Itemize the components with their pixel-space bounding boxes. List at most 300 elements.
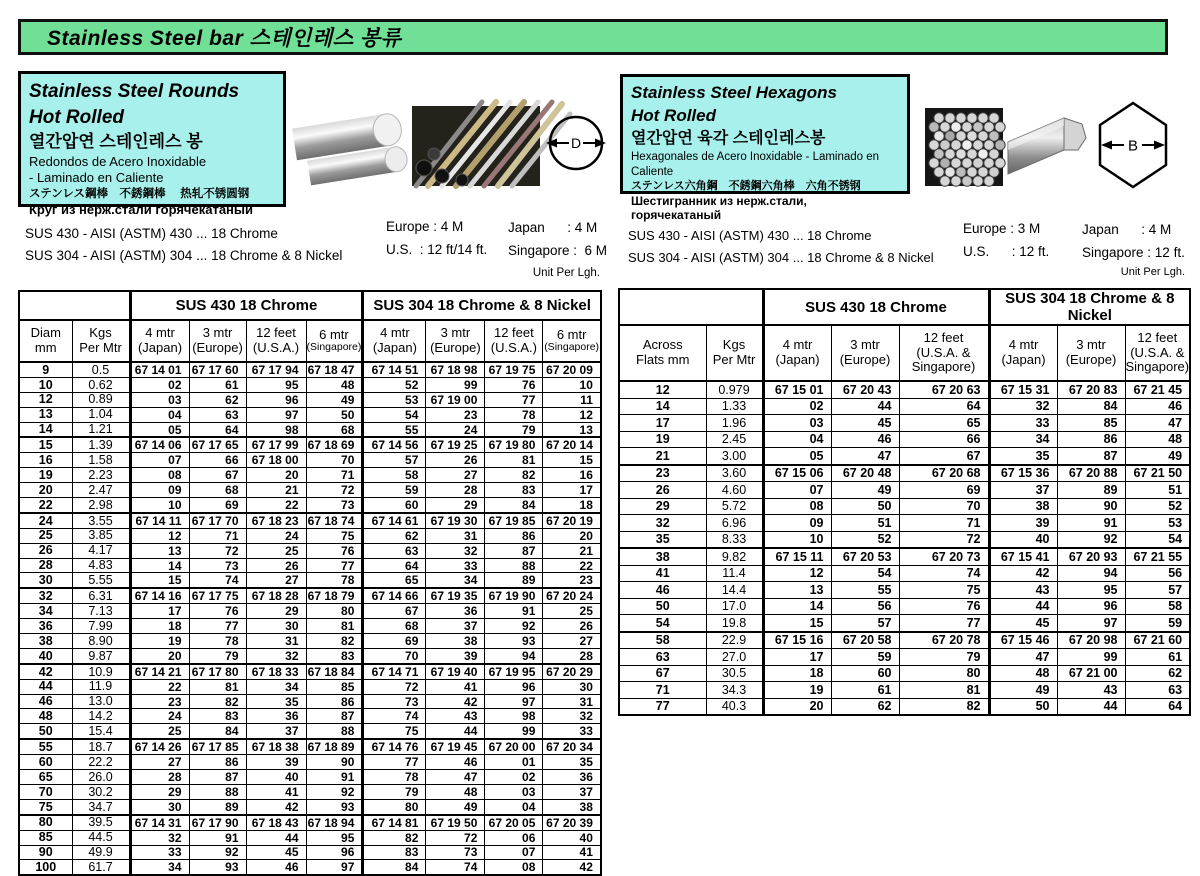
table-cell: 83: [306, 648, 363, 663]
column-header: 4 mtr (Japan): [130, 320, 189, 362]
table-cell: 67 21 60: [1125, 632, 1190, 649]
hexagons-title-korean: 열간압연 육각 스테인레스봉: [631, 129, 826, 147]
hex-bar-photo: [1008, 112, 1090, 182]
column-header: Diam mm: [19, 320, 72, 362]
page-banner: [18, 19, 1168, 55]
table-cell: 52: [831, 531, 899, 548]
table-cell: 54: [1125, 531, 1190, 548]
table-cell: 02: [763, 398, 831, 415]
table-cell: 78: [485, 407, 543, 422]
table-cell: 88: [189, 784, 246, 799]
table-cell: 14: [763, 598, 831, 615]
table-cell: 22: [130, 679, 189, 694]
table-cell: 53: [1125, 515, 1190, 532]
table-cell: 50: [306, 407, 363, 422]
table-cell: 82: [485, 468, 543, 483]
table-cell: 98: [485, 709, 543, 724]
table-cell: 49: [1125, 448, 1190, 465]
table-cell: 2.45: [706, 431, 763, 448]
table-cell: 42: [246, 799, 306, 814]
table-cell: 42: [19, 664, 72, 679]
table-cell: 56: [1125, 565, 1190, 582]
table-cell: 28: [426, 483, 485, 498]
table-cell: 67 20 29: [543, 664, 601, 679]
table-cell: 42: [543, 860, 601, 875]
table-cell: 67 15 36: [989, 465, 1057, 482]
table-cell: 51: [1125, 482, 1190, 499]
table-cell: 27: [426, 468, 485, 483]
hexagons-price-table: [618, 288, 1191, 716]
table-cell: 91: [485, 604, 543, 619]
table-cell: 37: [989, 482, 1057, 499]
table-cell: 26: [19, 543, 72, 558]
table-cell: 94: [485, 648, 543, 663]
table-cell: 99: [426, 377, 485, 392]
table-cell: 60: [363, 498, 426, 513]
table-cell: 20: [246, 468, 306, 483]
table-cell: 22.9: [706, 632, 763, 649]
table-cell: 28: [130, 770, 189, 785]
table-cell: 7.13: [72, 604, 130, 619]
table-cell: 88: [485, 558, 543, 573]
table-cell: 72: [306, 483, 363, 498]
table-cell: 07: [763, 482, 831, 499]
table-cell: 3.60: [706, 465, 763, 482]
table-cell: 79: [189, 648, 246, 663]
table-cell: 28: [19, 558, 72, 573]
table-cell: 88: [306, 724, 363, 739]
table-cell: 36: [426, 604, 485, 619]
table-cell: 30: [543, 679, 601, 694]
table-cell: 84: [485, 498, 543, 513]
table-cell: 67 19 25: [426, 437, 485, 452]
table-cell: 67: [619, 665, 706, 682]
table-cell: 36: [19, 619, 72, 634]
table-row: [619, 465, 1190, 482]
table-cell: 67 20 93: [1057, 548, 1125, 565]
table-cell: 67 18 69: [306, 437, 363, 452]
table-cell: 57: [363, 453, 426, 468]
table-cell: 27: [130, 755, 189, 770]
table-cell: 67: [189, 468, 246, 483]
table-row: [619, 498, 1190, 515]
table-cell: 67 17 80: [189, 664, 246, 679]
table-cell: 56: [831, 598, 899, 615]
size-group: [619, 632, 1190, 716]
table-cell: 7.99: [72, 619, 130, 634]
rounds-title-russian: Круг из нерж.стали горячекатаный: [29, 202, 253, 218]
table-row: [619, 582, 1190, 599]
table-cell: 34.3: [706, 682, 763, 699]
table-cell: 29: [619, 498, 706, 515]
table-cell: 3.00: [706, 448, 763, 465]
table-cell: 98: [246, 422, 306, 437]
table-cell: 87: [1057, 448, 1125, 465]
table-cell: 25: [543, 604, 601, 619]
column-header: 12 feet (U.S.A.): [485, 320, 543, 362]
table-cell: 37: [543, 784, 601, 799]
table-cell: 67 17 99: [246, 437, 306, 452]
table-cell: 85: [306, 679, 363, 694]
table-cell: 46: [426, 755, 485, 770]
table-cell: 83: [363, 845, 426, 860]
table-cell: 63: [189, 407, 246, 422]
table-cell: 65: [19, 770, 72, 785]
table-cell: 12: [619, 381, 706, 398]
table-cell: 70: [306, 453, 363, 468]
table-cell: 41: [246, 784, 306, 799]
rounds-length-us: U.S. : 12 ft/14 ft.: [386, 242, 488, 257]
table-cell: 67 20 73: [899, 548, 989, 565]
table-cell: 93: [306, 799, 363, 814]
table-cell: 20: [130, 648, 189, 663]
table-cell: 67 19 85: [485, 513, 543, 528]
table-cell: 26: [426, 453, 485, 468]
table-cell: 67 14 16: [130, 588, 189, 603]
table-row: [19, 604, 601, 619]
table-row: [619, 548, 1190, 565]
column-header: Kgs Per Mtr: [72, 320, 130, 362]
table-cell: 30.5: [706, 665, 763, 682]
table-row: [619, 565, 1190, 582]
table-cell: 67 20 43: [831, 381, 899, 398]
size-group: [19, 739, 601, 814]
table-cell: 77: [189, 619, 246, 634]
table-row: [19, 362, 601, 377]
table-cell: 23: [543, 573, 601, 588]
table-cell: 91: [1057, 515, 1125, 532]
table-cell: 17.0: [706, 598, 763, 615]
table-cell: 50: [831, 498, 899, 515]
table-cell: 5.72: [706, 498, 763, 515]
table-cell: 27: [246, 573, 306, 588]
table-cell: 55: [363, 422, 426, 437]
table-row: [19, 648, 601, 663]
table-cell: 96: [306, 845, 363, 860]
table-row: [19, 694, 601, 709]
table-cell: 67 20 58: [831, 632, 899, 649]
table-cell: 67 18 23: [246, 513, 306, 528]
table-cell: 08: [130, 468, 189, 483]
table-cell: 67 17 75: [189, 588, 246, 603]
table-row: [19, 528, 601, 543]
column-header: 4 mtr (Japan): [763, 325, 831, 381]
hexagons-length-japan: Japan : 4 M: [1082, 222, 1172, 237]
table-cell: 09: [763, 515, 831, 532]
table-row: [19, 709, 601, 724]
table-cell: 67 19 90: [485, 588, 543, 603]
table-cell: 71: [306, 468, 363, 483]
table-cell: 97: [485, 694, 543, 709]
table-cell: 3.55: [72, 513, 130, 528]
table-cell: 46: [246, 860, 306, 875]
table-cell: 48: [989, 665, 1057, 682]
table-cell: 67 14 21: [130, 664, 189, 679]
table-cell: 62: [1125, 665, 1190, 682]
table-cell: 99: [1057, 649, 1125, 666]
table-cell: 78: [363, 770, 426, 785]
table-cell: 17: [543, 483, 601, 498]
table-cell: 16: [19, 453, 72, 468]
table-cell: 31: [246, 634, 306, 649]
table-cell: 44.5: [72, 830, 130, 845]
table-cell: 76: [306, 543, 363, 558]
table-row: [19, 377, 601, 392]
table-row: [619, 698, 1190, 715]
column-header: Kgs Per Mtr: [706, 325, 763, 381]
table-cell: 14: [19, 422, 72, 437]
table-cell: 48: [1125, 431, 1190, 448]
table-row: [19, 815, 601, 830]
table-cell: 18: [130, 619, 189, 634]
table-cell: 69: [189, 498, 246, 513]
table-cell: 67 20 09: [543, 362, 601, 377]
table-cell: 67 20 05: [485, 815, 543, 830]
table-cell: 67 18 79: [306, 588, 363, 603]
table-cell: 97: [306, 860, 363, 875]
table-cell: 41: [619, 565, 706, 582]
table-cell: 14: [619, 398, 706, 415]
table-cell: 92: [485, 619, 543, 634]
table-cell: 69: [363, 634, 426, 649]
table-cell: 33: [426, 558, 485, 573]
table-cell: 67 20 83: [1057, 381, 1125, 398]
table-cell: 43: [1057, 682, 1125, 699]
table-cell: 49: [989, 682, 1057, 699]
table-cell: 22: [19, 498, 72, 513]
table-cell: 77: [363, 755, 426, 770]
table-cell: 68: [363, 619, 426, 634]
table-cell: 67 20 14: [543, 437, 601, 452]
table-cell: 34: [989, 431, 1057, 448]
table-cell: 19.8: [706, 615, 763, 632]
hexagons-length-us: U.S. : 12 ft.: [963, 244, 1050, 259]
column-header: 3 mtr (Europe): [1057, 325, 1125, 381]
table-cell: 67 14 11: [130, 513, 189, 528]
table-cell: 67 20 00: [485, 739, 543, 754]
table-cell: 64: [363, 558, 426, 573]
hexagons-info-box: [620, 74, 910, 223]
table-cell: 12: [543, 407, 601, 422]
table-cell: 77: [619, 698, 706, 715]
table-cell: 34: [19, 604, 72, 619]
table-cell: 32: [989, 398, 1057, 415]
table-cell: 21: [543, 543, 601, 558]
table-cell: 30: [246, 619, 306, 634]
table-cell: 14.4: [706, 582, 763, 599]
table-row: [619, 598, 1190, 615]
table-cell: 47: [989, 649, 1057, 666]
group-header: SUS 304 18 Chrome & 8 Nickel: [989, 289, 1190, 325]
table-cell: 85: [19, 830, 72, 845]
table-cell: 05: [763, 448, 831, 465]
table-cell: 23: [426, 407, 485, 422]
table-cell: 1.58: [72, 453, 130, 468]
table-cell: 75: [306, 528, 363, 543]
table-cell: 70: [363, 648, 426, 663]
table-cell: 24: [19, 513, 72, 528]
table-row: [619, 381, 1190, 398]
table-cell: 67 19 35: [426, 588, 485, 603]
rounds-length-europe: Europe : 4 M: [386, 219, 464, 234]
table-cell: 37: [426, 619, 485, 634]
table-cell: 67 20 39: [543, 815, 601, 830]
table-cell: 24: [130, 709, 189, 724]
table-cell: 87: [189, 770, 246, 785]
table-cell: 54: [363, 407, 426, 422]
table-cell: 67 14 66: [363, 588, 426, 603]
column-header: 12 feet (U.S.A. & Singapore): [899, 325, 989, 381]
table-cell: 69: [899, 482, 989, 499]
table-row: [619, 682, 1190, 699]
table-cell: 25: [130, 724, 189, 739]
table-cell: 67 20 48: [831, 465, 899, 482]
table-cell: 67 15 16: [763, 632, 831, 649]
table-cell: 23: [619, 465, 706, 482]
table-row: [19, 860, 601, 875]
table-cell: 60: [19, 755, 72, 770]
table-cell: 31: [543, 694, 601, 709]
table-cell: 49: [306, 392, 363, 407]
column-header: 3 mtr (Europe): [426, 320, 485, 362]
corner-cell: [619, 289, 763, 325]
size-group: [19, 664, 601, 739]
table-cell: 95: [1057, 582, 1125, 599]
table-cell: 35: [619, 531, 706, 548]
table-cell: 62: [831, 698, 899, 715]
table-cell: 80: [19, 815, 72, 830]
table-cell: 68: [306, 422, 363, 437]
table-cell: 94: [1057, 565, 1125, 582]
table-cell: 67 21 45: [1125, 381, 1190, 398]
table-cell: 2.23: [72, 468, 130, 483]
table-cell: 60: [831, 665, 899, 682]
table-cell: 50: [19, 724, 72, 739]
table-cell: 67 14 26: [130, 739, 189, 754]
table-cell: 75: [363, 724, 426, 739]
table-cell: 02: [485, 770, 543, 785]
table-cell: 35: [989, 448, 1057, 465]
table-cell: 66: [189, 453, 246, 468]
table-cell: 67 18 84: [306, 664, 363, 679]
table-cell: 79: [363, 784, 426, 799]
table-cell: 67 14 56: [363, 437, 426, 452]
table-cell: 54: [831, 565, 899, 582]
table-cell: 17: [619, 415, 706, 432]
table-row: [619, 398, 1190, 415]
table-cell: 5.55: [72, 573, 130, 588]
rounds-info-box: [18, 71, 286, 218]
table-cell: 67 20 68: [899, 465, 989, 482]
table-cell: 71: [189, 528, 246, 543]
hexagons-length-europe: Europe : 3 M: [963, 221, 1041, 236]
table-cell: 04: [763, 431, 831, 448]
table-cell: 07: [485, 845, 543, 860]
table-cell: 44: [19, 679, 72, 694]
table-row: [19, 799, 601, 814]
table-cell: 70: [899, 498, 989, 515]
table-row: [619, 615, 1190, 632]
table-cell: 18.7: [72, 739, 130, 754]
table-cell: 64: [899, 398, 989, 415]
rounds-title: Stainless Steel Rounds: [29, 81, 240, 102]
table-cell: 24: [426, 422, 485, 437]
table-cell: 45: [246, 845, 306, 860]
table-cell: 08: [485, 860, 543, 875]
table-cell: 81: [899, 682, 989, 699]
table-cell: 67 15 41: [989, 548, 1057, 565]
table-cell: 26: [619, 482, 706, 499]
table-cell: 52: [1125, 498, 1190, 515]
rounds-length-singapore: Singapore : 6 M: [508, 243, 608, 258]
table-cell: 67 18 33: [246, 664, 306, 679]
table-cell: 80: [363, 799, 426, 814]
table-cell: 67 17 90: [189, 815, 246, 830]
table-cell: 86: [189, 755, 246, 770]
table-cell: 38: [989, 498, 1057, 515]
table-row: [19, 453, 601, 468]
table-cell: 67 20 78: [899, 632, 989, 649]
hexagons-title-cjk: ステンレス六角鋼 不銹鋼六角棒 六角不锈钢: [631, 180, 861, 193]
round-bars-photo: [412, 106, 540, 186]
table-cell: 15: [543, 453, 601, 468]
table-cell: 76: [189, 604, 246, 619]
table-cell: 57: [1125, 582, 1190, 599]
table-cell: 90: [306, 755, 363, 770]
table-cell: 65: [363, 573, 426, 588]
table-cell: 61.7: [72, 860, 130, 875]
table-cell: 73: [363, 694, 426, 709]
table-cell: 39: [426, 648, 485, 663]
table-cell: 72: [189, 543, 246, 558]
table-cell: 77: [899, 615, 989, 632]
table-cell: 48: [19, 709, 72, 724]
table-row: [619, 515, 1190, 532]
table-cell: 80: [306, 604, 363, 619]
table-cell: 0.5: [72, 362, 130, 377]
table-cell: 4.83: [72, 558, 130, 573]
table-cell: 64: [1125, 698, 1190, 715]
table-cell: 15: [763, 615, 831, 632]
rounds-title-cjk: ステンレス鋼棒 不銹鋼棒 热轧不锈圆钢: [29, 187, 250, 200]
table-cell: 84: [363, 860, 426, 875]
hexagons-title: Stainless Steel Hexagons: [631, 83, 837, 102]
table-cell: 6.31: [72, 588, 130, 603]
table-cell: 15: [130, 573, 189, 588]
group-header: SUS 430 18 Chrome: [130, 291, 363, 320]
table-cell: 61: [1125, 649, 1190, 666]
table-cell: 1.21: [72, 422, 130, 437]
table-row: [19, 468, 601, 483]
table-cell: 67 18 74: [306, 513, 363, 528]
table-cell: 20: [19, 483, 72, 498]
table-cell: 19: [763, 682, 831, 699]
table-row: [19, 437, 601, 452]
hexagons-title-russian: Шестигранник из нерж.стали, горячекатаный: [631, 193, 807, 223]
table-cell: 74: [426, 860, 485, 875]
table-cell: 67 18 89: [306, 739, 363, 754]
table-cell: 96: [485, 679, 543, 694]
table-cell: 81: [485, 453, 543, 468]
table-cell: 05: [130, 422, 189, 437]
table-cell: 26.0: [72, 770, 130, 785]
table-cell: 40.3: [706, 698, 763, 715]
table-cell: 49: [426, 799, 485, 814]
table-cell: 39.5: [72, 815, 130, 830]
table-cell: 55: [831, 582, 899, 599]
table-cell: 63: [619, 649, 706, 666]
table-cell: 34.7: [72, 799, 130, 814]
